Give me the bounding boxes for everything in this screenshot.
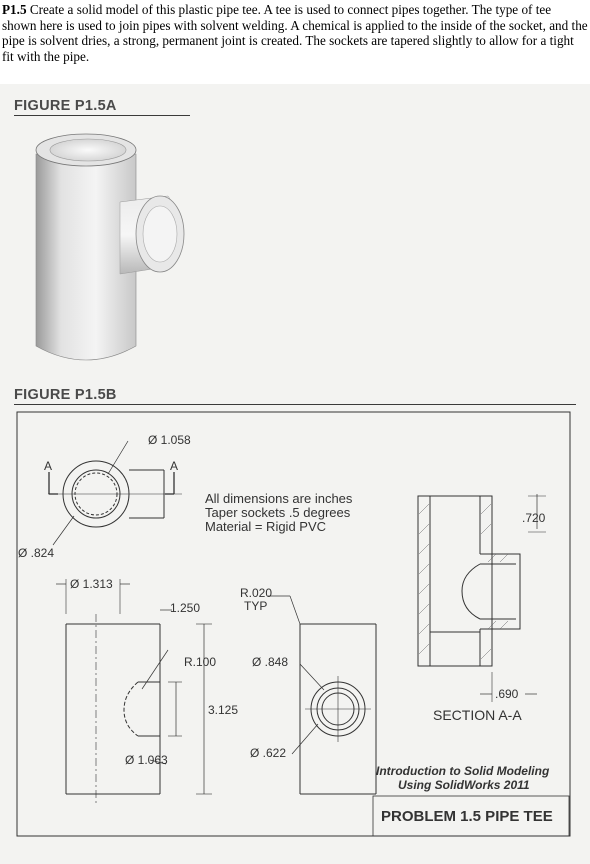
dim-fillet-typ: TYP: [244, 599, 268, 613]
dim-height: 3.125: [208, 703, 239, 717]
figure-b-title: FIGURE P1.5B: [14, 387, 117, 403]
dim-inner-top: Ø .824: [18, 546, 55, 560]
problem-statement: [2, 2, 588, 64]
book-title-line-1: Introduction to Solid Modeling: [376, 764, 550, 778]
section-view: [418, 494, 546, 702]
dim-section-wall: .690: [495, 687, 519, 701]
top-view: [48, 441, 182, 545]
book-title-line-2: Using SolidWorks 2011: [398, 778, 530, 792]
dim-width: Ø 1.313: [70, 577, 113, 591]
notes-line-1: All dimensions are inches: [205, 491, 353, 506]
dim-r100: R.100: [184, 655, 217, 669]
dim-branch-length: 1.250: [170, 601, 201, 615]
dim-side-inner: Ø .622: [250, 746, 287, 760]
figure-sheet: [0, 84, 590, 864]
problem-text: Create a solid model of this plastic pipe tee. A tee is used to connect pipes together. The type of tee shown here is used to join pipes with solvent welding. A chemical is applied to the inside of the socket, and the pipe is solvent dries, a strong, permanent joint is created. The sockets are tapered slightly to allow for a tight fit with the pipe.: [2, 2, 588, 64]
dim-side-outer: Ø .848: [252, 655, 289, 669]
dim-bore: Ø 1.063: [125, 753, 168, 767]
problem-title: PROBLEM 1.5 PIPE TEE: [381, 808, 553, 825]
section-mark-right: A: [170, 459, 179, 473]
section-mark-left: A: [44, 459, 53, 473]
figure-a-title: FIGURE P1.5A: [14, 98, 117, 114]
dim-fillet: R.020: [240, 586, 273, 600]
notes-line-2: Taper sockets .5 degrees: [205, 505, 351, 520]
section-label: SECTION A-A: [433, 707, 522, 723]
notes-line-3: Material = Rigid PVC: [205, 519, 327, 534]
problem-label: P1.5: [2, 2, 27, 17]
dim-socket-depth: .720: [522, 511, 546, 525]
side-view: [268, 596, 376, 794]
engineering-drawing: [0, 84, 590, 864]
dim-outer-top: Ø 1.058: [148, 433, 191, 447]
